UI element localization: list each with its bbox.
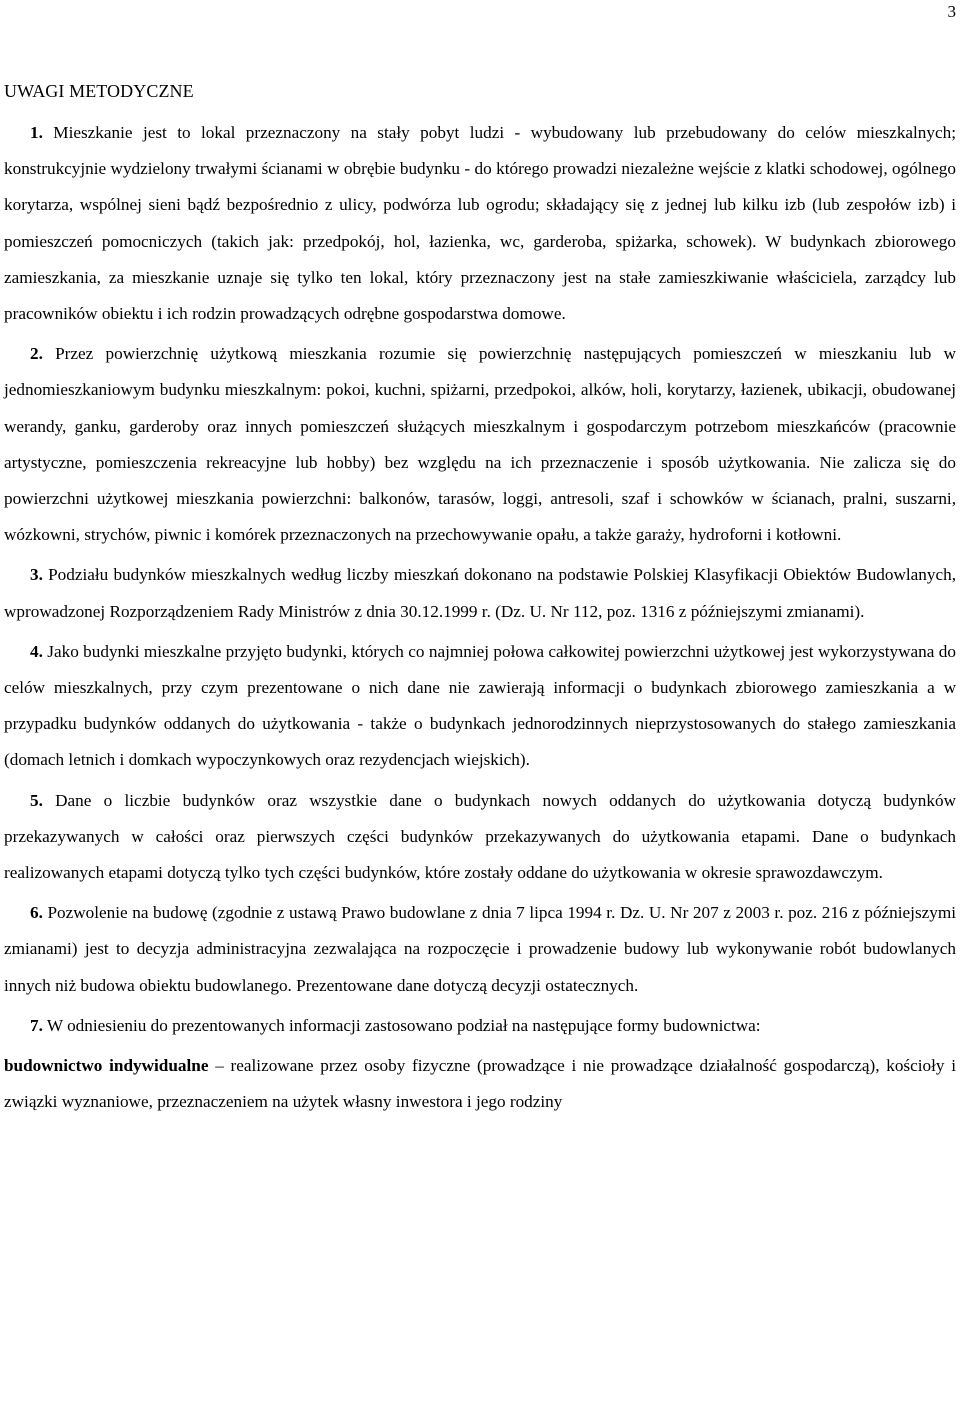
- definition-paragraph: [4, 1048, 956, 1120]
- definition-text: – realizowane przez osoby fizyczne (prowadzące i nie prowadzące działalność gospodarczą), kościoły i związki wyznaniowe, przeznaczeniem na użytek własny inwestora i jego rodziny: [4, 1056, 956, 1112]
- paragraph-text: Jako budynki mieszkalne przyjęto budynki, których co najmniej połowa całkowitej powierzchni użytkowej jest wykorzystywana do celów mieszkalnych, przy czym prezentowane o nich dane nie zawierają informacji o budynkach zbiorowego zamieszkania a w przypadku budynków oddanych do użytkowania - także o budynkach jednorodzinnych nieprzystosowanych do stałego zamieszkania (domach letnich i domkach wypoczynkowych oraz rezydencjach wiejskich).: [4, 641, 956, 770]
- paragraph-number: 2.: [30, 344, 43, 364]
- paragraph-5: [4, 783, 956, 892]
- paragraph-number: 5.: [30, 790, 43, 810]
- definition-term: budownictwo indywidualne: [4, 1056, 209, 1076]
- document-body: [4, 115, 956, 1120]
- paragraph-4: [4, 634, 956, 779]
- paragraph-text: Podziału budynków mieszkalnych według liczby mieszkań dokonano na podstawie Polskiej Klasyfikacji Obiektów Budowlanych, wprowadzonej Rozporządzeniem Rady Ministrów z dnia 30.12.1999 r. (Dz. U. Nr 112, poz. 1316 z późniejszymi zmianami).: [4, 565, 956, 621]
- page-heading: UWAGI METODYCZNE: [4, 81, 194, 101]
- paragraph-6: [4, 895, 956, 1004]
- paragraph-text: Dane o liczbie budynków oraz wszystkie dane o budynkach nowych oddanych do użytkowania dotyczą budynków przekazywanych w całości oraz pierwszych części budynków przekazywanych do użytkowania etapami. Dane o budynkach realizowanych etapami dotyczą tylko tych części budynków, które zostały oddane do użytkowania w okresie sprawozdawczym.: [4, 790, 956, 883]
- paragraph-text: W odniesieniu do prezentowanych informacji zastosowano podział na następujące formy budownictwa:: [42, 1015, 761, 1035]
- paragraph-number: 3.: [30, 565, 43, 585]
- paragraph-7: [4, 1008, 956, 1044]
- page-number: 3: [947, 2, 956, 21]
- paragraph-text: Pozwolenie na budowę (zgodnie z ustawą Prawo budowlane z dnia 7 lipca 1994 r. Dz. U. Nr 207 z 2003 r. poz. 216 z późniejszymi zmianami) jest to decyzja administracyjna zezwalająca na rozpoczęcie i prowadzenie budowy lub wykonywanie robót budowlanych innych niż budowa obiektu budowlanego. Prezentowane dane dotyczą decyzji ostatecznych.: [4, 903, 956, 995]
- paragraph-1: [4, 115, 956, 332]
- paragraph-text: Mieszkanie jest to lokal przeznaczony na stały pobyt ludzi - wybudowany lub przebudowany do celów mieszkalnych; konstrukcyjnie wydzielony trwałymi ścianami w obrębie budynku - do którego prowadzi niezależne wejście z klatki schodowej, ogólnego korytarza, wspólnej sieni bądź bezpośrednio z ulicy, podwórza lub ogrodu; składający się z jednej lub kilku izb (lub zespołów izb) i pomieszczeń pomocniczych (takich jak: przedpokój, hol, łazienka, wc, garderoba, spiżarka, schowek). W budynkach zbiorowego zamieszkania, za mieszkanie uznaje się tylko ten lokal, który przeznaczony jest na stałe zamieszkiwanie właściciela, zarządcy lub pracowników obiektu i ich rodzin prowadzących odrębne gospodarstwa domowe.: [4, 123, 956, 324]
- paragraph-number: 6.: [30, 903, 43, 923]
- paragraph-number: 4.: [30, 641, 43, 661]
- paragraph-2: [4, 336, 956, 553]
- paragraph-number: 7.: [30, 1015, 43, 1035]
- paragraph-3: [4, 557, 956, 629]
- paragraph-number: 1.: [30, 123, 43, 142]
- paragraph-text: Przez powierzchnię użytkową mieszkania rozumie się powierzchnię następujących pomieszczeń w mieszkaniu lub w jednomieszkaniowym budynku mieszkalnym: pokoi, kuchni, spiżarni, przedpokoi, alków, holi, korytarzy, łazienek, ubikacji, obudowanej werandy, ganku, garderoby oraz innych pomieszczeń służących mieszkalnym i gospodarczym potrzebom mieszkańców (pracownie artystyczne, pomieszczenia rekreacyjne lub hobby) bez względu na ich przeznaczenie i sposób użytkowania. Nie zalicza się do powierzchni użytkowej mieszkania powierzchni: balkonów, tarasów, loggi, antresoli, szaf i schowków w ścianach, pralni, suszarni, wózkowni, strychów, piwnic i komórek przeznaczonych na przechowywanie opału, a także garaży, hydroforni i kotłowni.: [4, 344, 956, 545]
